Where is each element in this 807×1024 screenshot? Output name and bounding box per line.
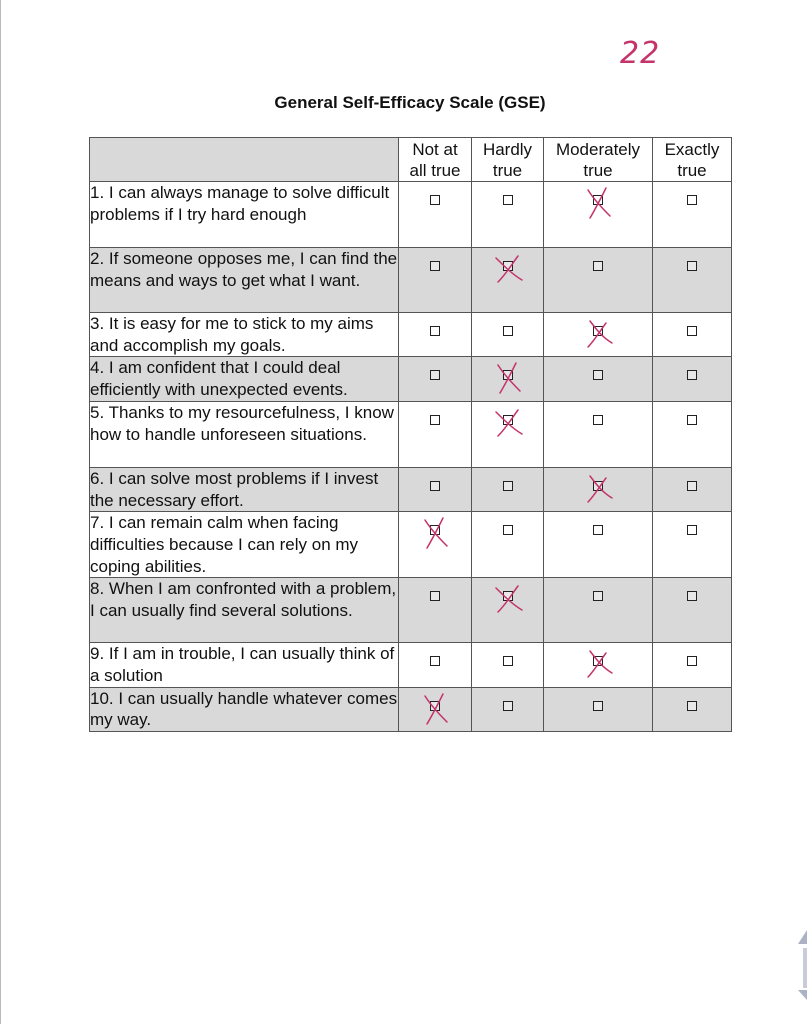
- item-text: 9. If I am in trouble, I can usually think of a solution: [90, 643, 399, 687]
- checkbox-hardly-true[interactable]: [503, 195, 513, 205]
- option-cell-exactly-true: [653, 643, 732, 687]
- checkbox-exactly-true[interactable]: [687, 591, 697, 601]
- option-cell-not-at-all-true: [399, 357, 472, 401]
- option-cell-hardly-true: [472, 357, 544, 401]
- option-cell-moderately-true: [544, 248, 653, 313]
- checkbox-moderately-true[interactable]: [593, 261, 603, 271]
- table-row: [90, 182, 732, 248]
- checkbox-moderately-true[interactable]: [593, 656, 603, 666]
- option-cell-moderately-true: [544, 182, 653, 248]
- option-cell-hardly-true: [472, 643, 544, 687]
- checkbox-hardly-true[interactable]: [503, 701, 513, 711]
- checkbox-exactly-true[interactable]: [687, 656, 697, 666]
- header-blank-cell: [90, 138, 399, 182]
- checkbox-not-at-all-true[interactable]: [430, 370, 440, 380]
- item-text: 10. I can usually handle whatever comes my way.: [90, 687, 399, 731]
- checkbox-exactly-true[interactable]: [687, 481, 697, 491]
- table-row: [90, 357, 732, 401]
- column-header-moderately-true: [544, 138, 653, 182]
- table-row: [90, 578, 732, 643]
- table-row: [90, 248, 732, 313]
- option-cell-hardly-true: [472, 578, 544, 643]
- option-cell-moderately-true: [544, 643, 653, 687]
- option-cell-hardly-true: [472, 512, 544, 578]
- option-cell-exactly-true: [653, 578, 732, 643]
- option-cell-hardly-true: [472, 687, 544, 731]
- checkbox-hardly-true[interactable]: [503, 415, 513, 425]
- option-cell-moderately-true: [544, 687, 653, 731]
- checkbox-moderately-true[interactable]: [593, 525, 603, 535]
- scroll-widget[interactable]: [797, 930, 807, 1000]
- option-cell-moderately-true: [544, 357, 653, 401]
- item-text: 4. I am confident that I could deal efficiently with unexpected events.: [90, 357, 399, 401]
- checkbox-exactly-true[interactable]: [687, 415, 697, 425]
- checkbox-moderately-true[interactable]: [593, 481, 603, 491]
- option-cell-moderately-true: [544, 578, 653, 643]
- option-cell-not-at-all-true: [399, 401, 472, 467]
- option-cell-moderately-true: [544, 313, 653, 357]
- option-cell-hardly-true: [472, 313, 544, 357]
- option-cell-hardly-true: [472, 401, 544, 467]
- page-title: General Self-Efficacy Scale (GSE): [274, 93, 546, 112]
- gse-table: [89, 137, 732, 732]
- column-header-not-at-all-true: [399, 138, 472, 182]
- option-cell-moderately-true: [544, 401, 653, 467]
- item-text: 5. Thanks to my resourcefulness, I know how to handle unforeseen situations.: [90, 401, 399, 467]
- option-cell-moderately-true: [544, 467, 653, 511]
- scroll-up-icon[interactable]: [798, 930, 807, 944]
- checkbox-not-at-all-true[interactable]: [430, 415, 440, 425]
- option-cell-exactly-true: [653, 248, 732, 313]
- handwritten-score: 22: [620, 36, 661, 71]
- scroll-thumb[interactable]: [803, 948, 807, 988]
- checkbox-exactly-true[interactable]: [687, 701, 697, 711]
- table-row: [90, 643, 732, 687]
- checkbox-not-at-all-true[interactable]: [430, 195, 440, 205]
- table-header-row: [90, 138, 732, 182]
- column-header-line1: Not at: [412, 139, 458, 159]
- option-cell-hardly-true: [472, 182, 544, 248]
- scroll-down-icon[interactable]: [798, 990, 807, 1000]
- item-text: 1. I can always manage to solve difficult problems if I try hard enough: [90, 182, 399, 248]
- checkbox-moderately-true[interactable]: [593, 326, 603, 336]
- item-text: 2. If someone opposes me, I can find the means and ways to get what I want.: [90, 248, 399, 313]
- option-cell-hardly-true: [472, 248, 544, 313]
- checkbox-not-at-all-true[interactable]: [430, 656, 440, 666]
- option-cell-not-at-all-true: [399, 248, 472, 313]
- option-cell-exactly-true: [653, 313, 732, 357]
- option-cell-not-at-all-true: [399, 467, 472, 511]
- checkbox-not-at-all-true[interactable]: [430, 261, 440, 271]
- option-cell-exactly-true: [653, 401, 732, 467]
- option-cell-hardly-true: [472, 467, 544, 511]
- option-cell-not-at-all-true: [399, 578, 472, 643]
- checkbox-moderately-true[interactable]: [593, 415, 603, 425]
- checkbox-exactly-true[interactable]: [687, 261, 697, 271]
- option-cell-not-at-all-true: [399, 643, 472, 687]
- table-row: [90, 401, 732, 467]
- item-text: 7. I can remain calm when facing difficulties because I can rely on my coping abilities.: [90, 512, 399, 578]
- page-left-edge: [0, 0, 1, 1024]
- option-cell-exactly-true: [653, 512, 732, 578]
- column-header-line1: Moderately: [555, 139, 641, 159]
- table-row: [90, 467, 732, 511]
- option-cell-not-at-all-true: [399, 182, 472, 248]
- column-header-line2: true: [492, 160, 523, 180]
- option-cell-exactly-true: [653, 357, 732, 401]
- checkbox-not-at-all-true[interactable]: [430, 481, 440, 491]
- option-cell-exactly-true: [653, 182, 732, 248]
- checkbox-exactly-true[interactable]: [687, 326, 697, 336]
- column-header-line1: Hardly: [482, 139, 533, 159]
- option-cell-exactly-true: [653, 467, 732, 511]
- option-cell-exactly-true: [653, 687, 732, 731]
- checkbox-not-at-all-true[interactable]: [430, 525, 440, 535]
- checkbox-exactly-true[interactable]: [687, 195, 697, 205]
- table-row: [90, 687, 732, 731]
- checkbox-not-at-all-true[interactable]: [430, 326, 440, 336]
- checkbox-moderately-true[interactable]: [593, 370, 603, 380]
- checkbox-moderately-true[interactable]: [593, 591, 603, 601]
- option-cell-not-at-all-true: [399, 313, 472, 357]
- checkbox-hardly-true[interactable]: [503, 261, 513, 271]
- checkbox-moderately-true[interactable]: [593, 195, 603, 205]
- column-header-line1: Exactly: [664, 139, 720, 159]
- checkbox-hardly-true[interactable]: [503, 481, 513, 491]
- checkbox-hardly-true[interactable]: [503, 326, 513, 336]
- item-text: 6. I can solve most problems if I invest the necessary effort.: [90, 467, 399, 511]
- item-text: 3. It is easy for me to stick to my aims and accomplish my goals.: [90, 313, 399, 357]
- checkbox-hardly-true[interactable]: [503, 525, 513, 535]
- column-header-line2: true: [583, 160, 613, 180]
- column-header-hardly-true: [472, 138, 544, 182]
- option-cell-moderately-true: [544, 512, 653, 578]
- table-row: [90, 313, 732, 357]
- item-text: 8. When I am confronted with a problem, I can usually find several solutions.: [90, 578, 399, 643]
- checkbox-moderately-true[interactable]: [593, 701, 603, 711]
- option-cell-not-at-all-true: [399, 687, 472, 731]
- checkbox-hardly-true[interactable]: [503, 591, 513, 601]
- checkbox-hardly-true[interactable]: [503, 370, 513, 380]
- table-row: [90, 512, 732, 578]
- checkbox-exactly-true[interactable]: [687, 525, 697, 535]
- option-cell-not-at-all-true: [399, 512, 472, 578]
- column-header-line2: true: [677, 160, 707, 180]
- checkbox-not-at-all-true[interactable]: [430, 701, 440, 711]
- checkbox-hardly-true[interactable]: [503, 656, 513, 666]
- checkbox-exactly-true[interactable]: [687, 370, 697, 380]
- column-header-exactly-true: [653, 138, 732, 182]
- column-header-line2: all true: [409, 160, 461, 180]
- checkbox-not-at-all-true[interactable]: [430, 591, 440, 601]
